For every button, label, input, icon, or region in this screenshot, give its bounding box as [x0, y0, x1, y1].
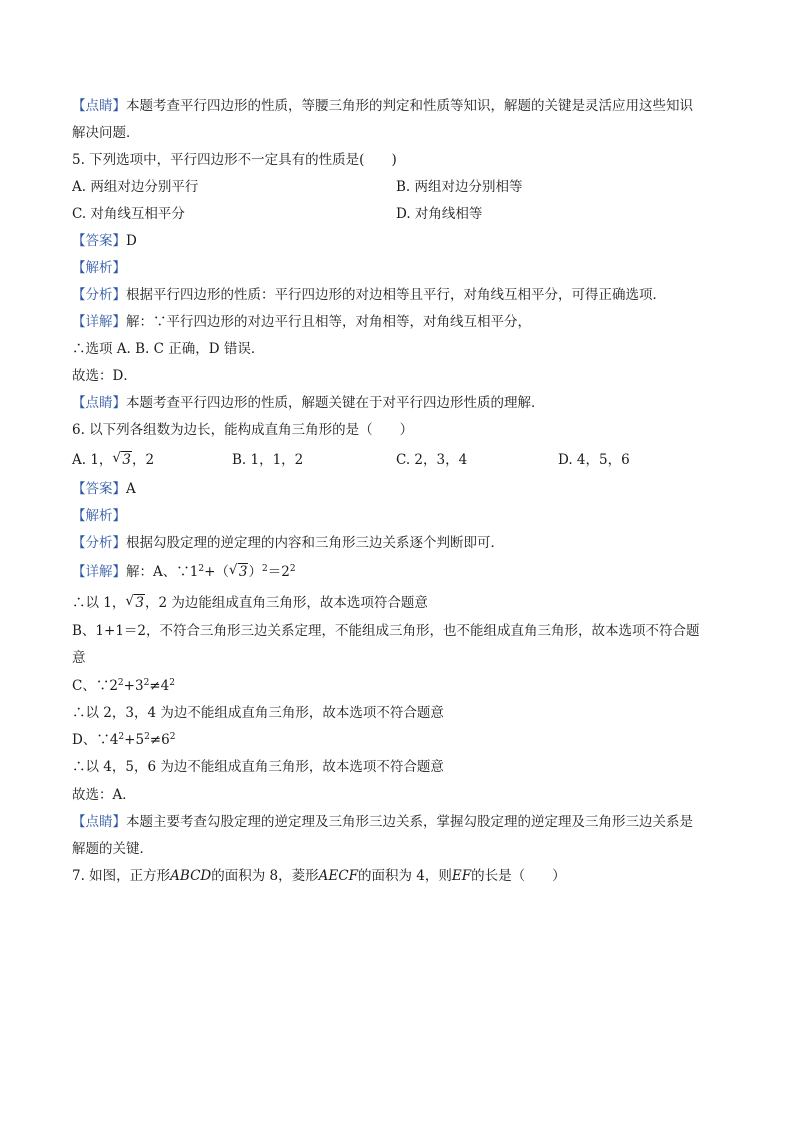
prev-comment-line2: 解决问题． [72, 125, 140, 141]
q5-dianjing: 【点睛】本题考查平行四边形的性质，解题关键在于对平行四边形性质的理解． [72, 395, 545, 411]
q6-choose: 故选：A． [72, 787, 136, 803]
q6-d-line: D、$\because 4^2+5^2\ne 6^2$ [72, 732, 176, 748]
comment-tag: 【点睛】 [72, 98, 126, 114]
q6-d-conclusion: ∴以 4，5，6 为边不能组成直角三角形，故本选项不符合题意 [72, 759, 444, 775]
q6-answer: 【答案】A [72, 481, 136, 497]
q6-analysis-heading: 【解析】 [72, 508, 126, 524]
q5-option-a: A. 两组对边分别平行 [72, 179, 199, 195]
sqrt-symbol: √ 3 [228, 562, 248, 580]
q6-dianjing-line1: 【点睛】本题主要考查勾股定理的逆定理及三角形三边关系，掌握勾股定理的逆定理及三角形三边关系是 [72, 814, 693, 830]
prev-comment-line1: 【点睛】本题考查平行四边形的性质，等腰三角形的判定和性质等知识，解题的关键是灵活应用这些知识 [72, 98, 693, 114]
q6-a-conclusion: ∴以 1， √ 3，2 为边能组成直角三角形，故本选项符合题意 [72, 593, 428, 611]
sqrt-symbol: √ 3 [112, 450, 132, 468]
q5-option-c: C. 对角线互相平分 [72, 206, 185, 222]
q6-option-a: A. 1， √ 3，2 [72, 450, 155, 468]
q5-answer: 【答案】D [72, 233, 137, 249]
q6-option-d: D. 4，5，6 [558, 452, 630, 468]
q5-stem: 5. 下列选项中，平行四边形不一定具有的性质是( ) [72, 152, 397, 168]
q6-b-line2: 意 [72, 650, 86, 666]
q6-c-line: C、$\because 2^2+3^2\ne 4^2$ [72, 678, 175, 694]
q5-analysis-heading: 【解析】 [72, 260, 126, 276]
q5-xiangjie: 【详解】解：∵平行四边形的对边平行且相等，对角相等，对角线互相平分， [72, 314, 531, 330]
q5-therefore: ∴选项 A. B. C 正确，D 错误． [72, 341, 265, 357]
sqrt-symbol: √ 3 [125, 593, 144, 611]
q5-fenxi: 【分析】根据平行四边形的性质：平行四边形的对边相等且平行，对角线互相平分，可得正确选项． [72, 287, 666, 303]
q5-option-b: B. 两组对边分别相等 [396, 179, 523, 195]
q5-option-d: D. 对角线相等 [396, 206, 483, 222]
q6-option-c: C. 2，3，4 [396, 452, 468, 468]
q6-fenxi: 【分析】根据勾股定理的逆定理的内容和三角形三边关系逐个判断即可． [72, 535, 504, 551]
q7-stem: 7. 如图，正方形ABCD的面积为 8，菱形AECF的面积为 4，则EF的长是（ ） [72, 868, 566, 884]
q6-stem: 6. 以下列各组数为边长，能构成直角三角形的是（ ） [72, 422, 414, 438]
q6-c-conclusion: ∴以 2，3，4 为边不能组成直角三角形，故本选项不符合题意 [72, 705, 444, 721]
q6-b-line1: B、1+1＝2，不符合三角形三边关系定理，不能组成三角形，也不能组成直角三角形，故本选项不符合题 [72, 623, 700, 639]
q6-dianjing-line2: 解题的关键． [72, 841, 153, 857]
q5-choose: 故选：D． [72, 368, 137, 384]
q6-xiangjie: 【详解】解：A、$\because 1^2+$（ √ $3)^2=2^2$ [72, 562, 296, 580]
q6-option-b: B. 1，1，2 [232, 452, 304, 468]
